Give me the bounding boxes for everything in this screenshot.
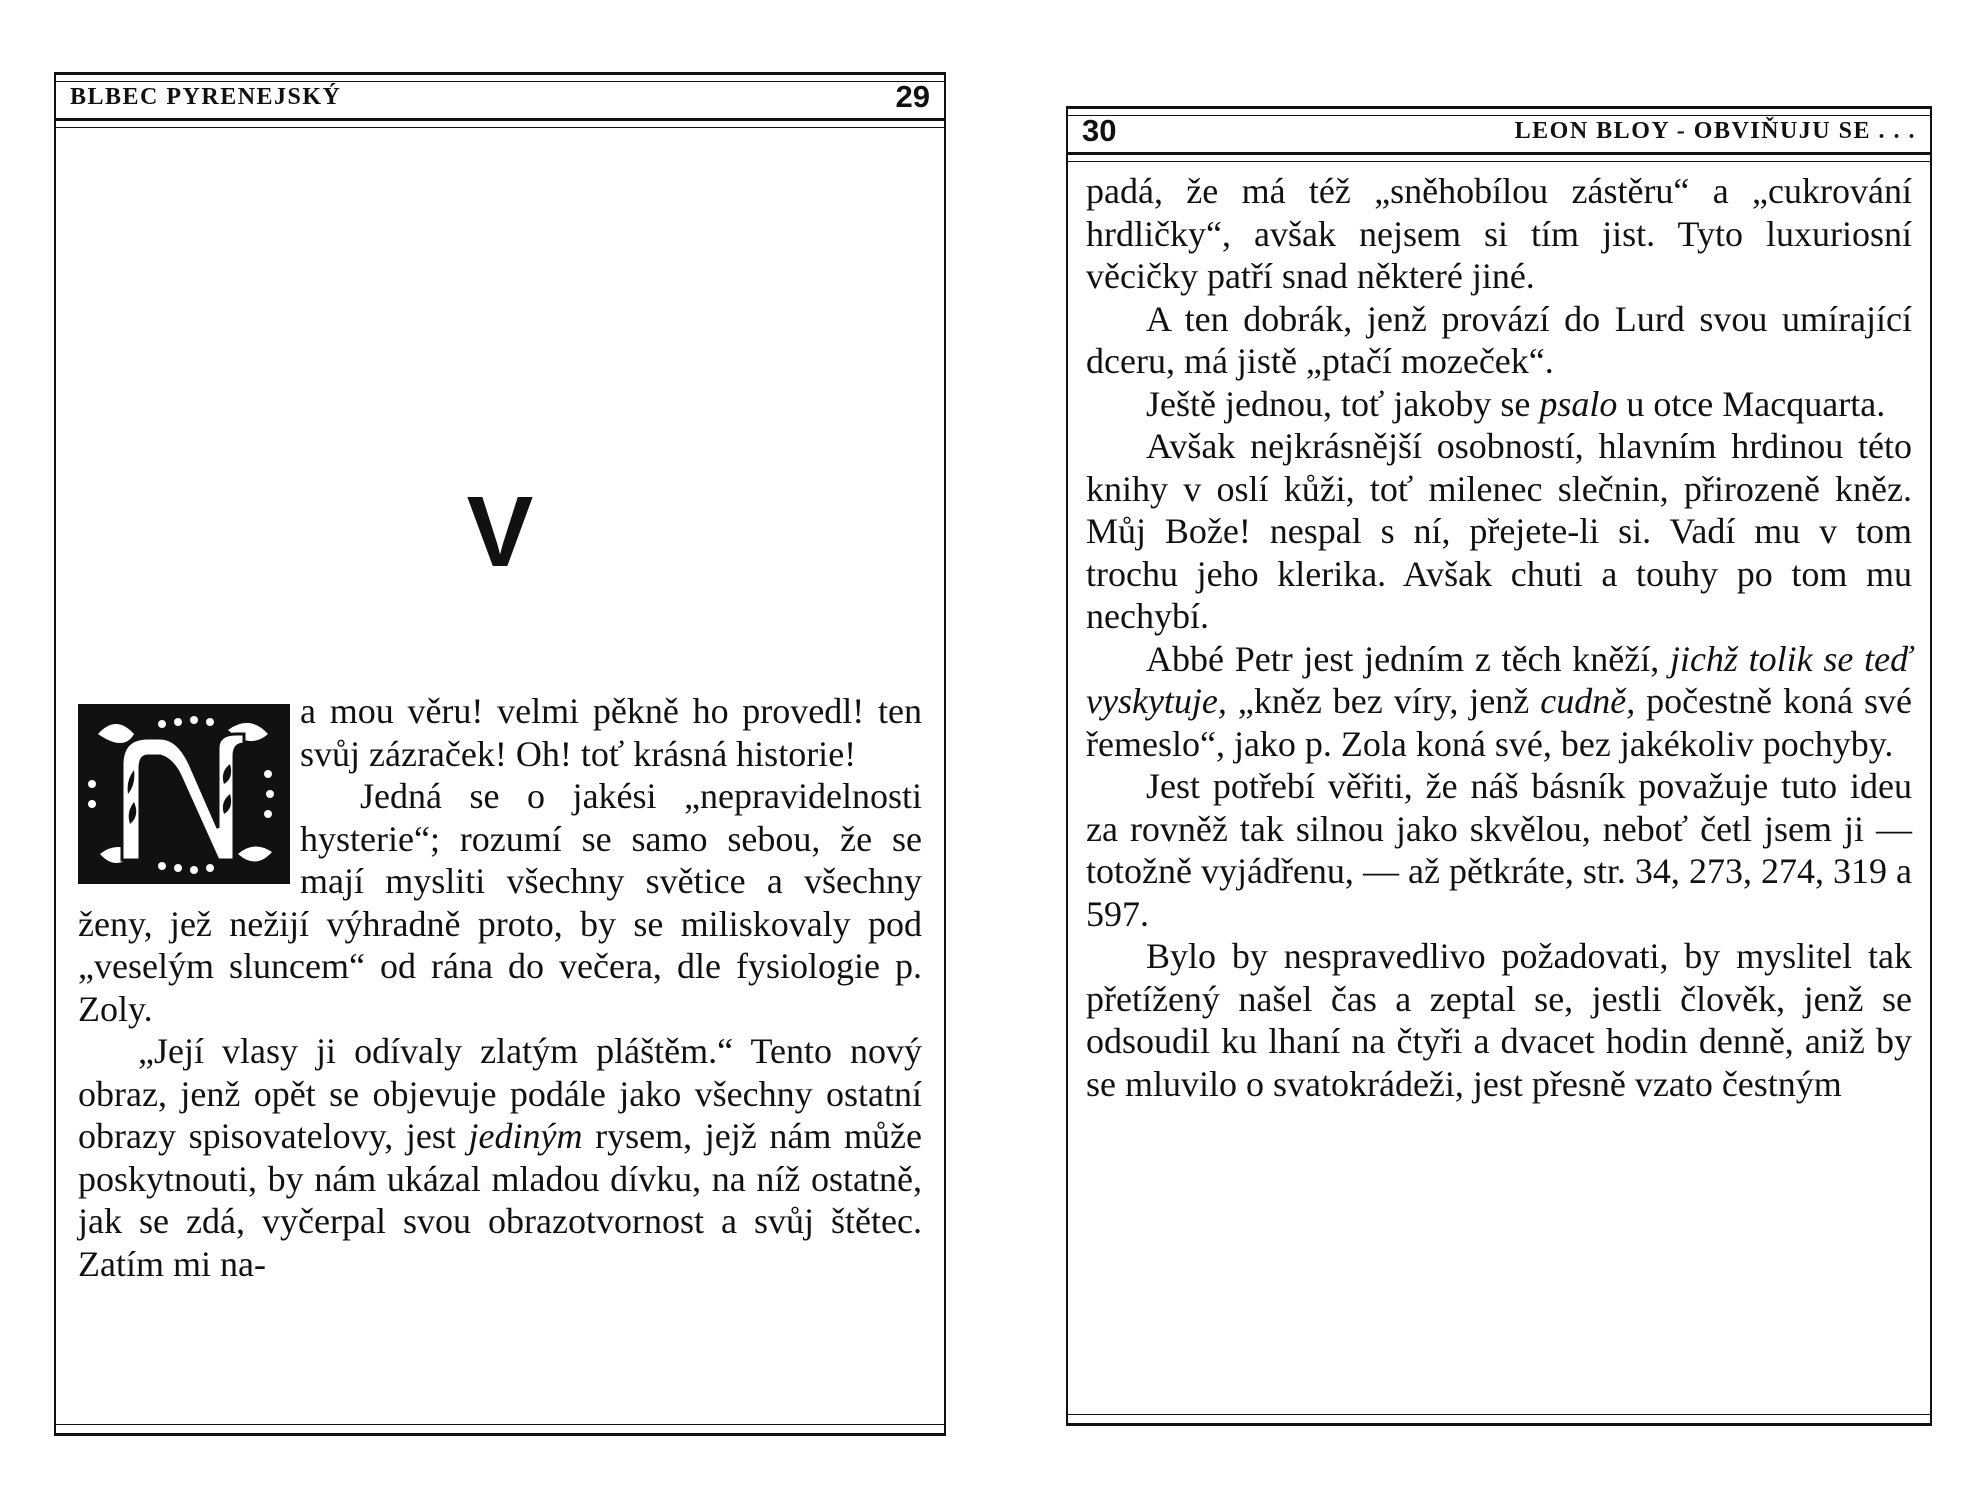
header-rule xyxy=(1066,152,1932,162)
drop-cap-ornament xyxy=(78,704,290,884)
emphasis-text: cudně, xyxy=(1540,681,1636,721)
right-body-text xyxy=(1086,170,1912,1105)
paragraph: Bylo by nespravedlivo požadovati, by myslitel tak přetížený našel čas a zeptal se, jestli člověk, jenž se odsoudil ku lhaní na čtyři a dvacet hodin denně, aniž by se mluvilo o svatokrádeži, jest přesně vzato čestným xyxy=(1086,936,1912,1104)
paragraph: padá, že má též „sněhobílou zástěru“ a „cukrování hrdličky“, avšak nejsem si tím jist. Tyto luxuriosní věcičky patří snad některé jiné. xyxy=(1086,171,1912,296)
page-header xyxy=(70,79,930,114)
paragraph: A ten dobrák, jenž provází do Lurd svou umírající dceru, má jistě „ptačí mozeček“. xyxy=(1086,298,1912,381)
paragraph: Jest potřebí věřiti, že náš básník považuje tuto ideu za rovněž tak silnou jako skvělou, neboť četl jsem ji — totožně vyjádřenu, — až pětkráte, str. 34, 273, 274, 319 a 597. xyxy=(1086,766,1912,934)
emphasis-text: jediným xyxy=(468,1116,583,1156)
paragraph xyxy=(78,1030,922,1285)
paragraph xyxy=(1086,383,1912,426)
running-title: BLBEC PYRENEJSKÝ xyxy=(70,83,342,110)
left-page xyxy=(54,72,946,1436)
paragraph: a mou věru! velmi pěkně ho provedl! ten svůj zázraček! Oh! toť krásná historie! xyxy=(300,691,922,774)
paragraph-text: rysem, jejž nám může poskytnouti, by nám ukázal mladou dívku, na níž ostatně, jak se zdá, vyčerpal svou obrazotvornost a svůj štětec. Zatím mi na‑ xyxy=(78,1116,922,1284)
top-rule xyxy=(54,72,946,82)
ornamental-initial-icon xyxy=(78,704,290,884)
right-page xyxy=(1066,106,1932,1426)
paragraph xyxy=(1086,638,1912,766)
paragraph: Avšak nejkrásnější osobností, hlavním hrdinou této knihy v oslí kůži, toť milenec slečnin, přirozeně kněz. Můj Bože! nespal s ní, přejete‑li si. Vadí mu v tom trochu jeho klerika. Avšak chuti a touhy po tom mu nechybí. xyxy=(1086,426,1912,636)
paragraph-text: „kněz bez víry, jenž xyxy=(1237,681,1530,721)
top-rule xyxy=(1066,106,1932,116)
bottom-rule xyxy=(1066,1414,1932,1426)
paragraph-text: počestně koná své řemeslo“, jako p. Zola koná své, bez jakékoliv pochyby. xyxy=(1086,681,1913,764)
paragraph-text: Ještě jednou, toť jakoby se xyxy=(1146,383,1531,424)
paragraph-text: u otce Macquarta. xyxy=(1626,383,1886,424)
paragraph: Jedná se o jakési „nepravidelnosti hysterie“; rozumí se samo sebou, že se mají mysliti všechny světice a všechny ženy, jež nežijí výhradně proto, by se miliskovaly pod „veselým sluncem“ od rána do večera, dle fysiologie p. Zoly. xyxy=(78,776,922,1029)
running-title: LEON BLOY - OBVIŇUJU SE . . . xyxy=(1514,117,1916,144)
paragraph-text: Abbé Petr jest jedním z těch kněží, xyxy=(1146,638,1660,679)
chapter-number: V xyxy=(466,476,534,588)
emphasis-text: psalo xyxy=(1539,383,1618,424)
paragraph-text: „Její vlasy ji odívaly zlatým pláštěm.“ Tento nový obraz, jenž opět se objevuje podále jako všechny ostatní obrazy spisovatelovy, jest xyxy=(78,1031,922,1156)
emphasis-text: jichž tolik se teď vyskytuje, xyxy=(1086,638,1912,721)
bottom-rule xyxy=(54,1424,946,1436)
page-header xyxy=(1082,113,1916,148)
page-number: 30 xyxy=(1082,113,1117,148)
page-number: 29 xyxy=(895,79,930,114)
left-body-text xyxy=(78,690,922,1285)
header-rule xyxy=(54,118,946,128)
